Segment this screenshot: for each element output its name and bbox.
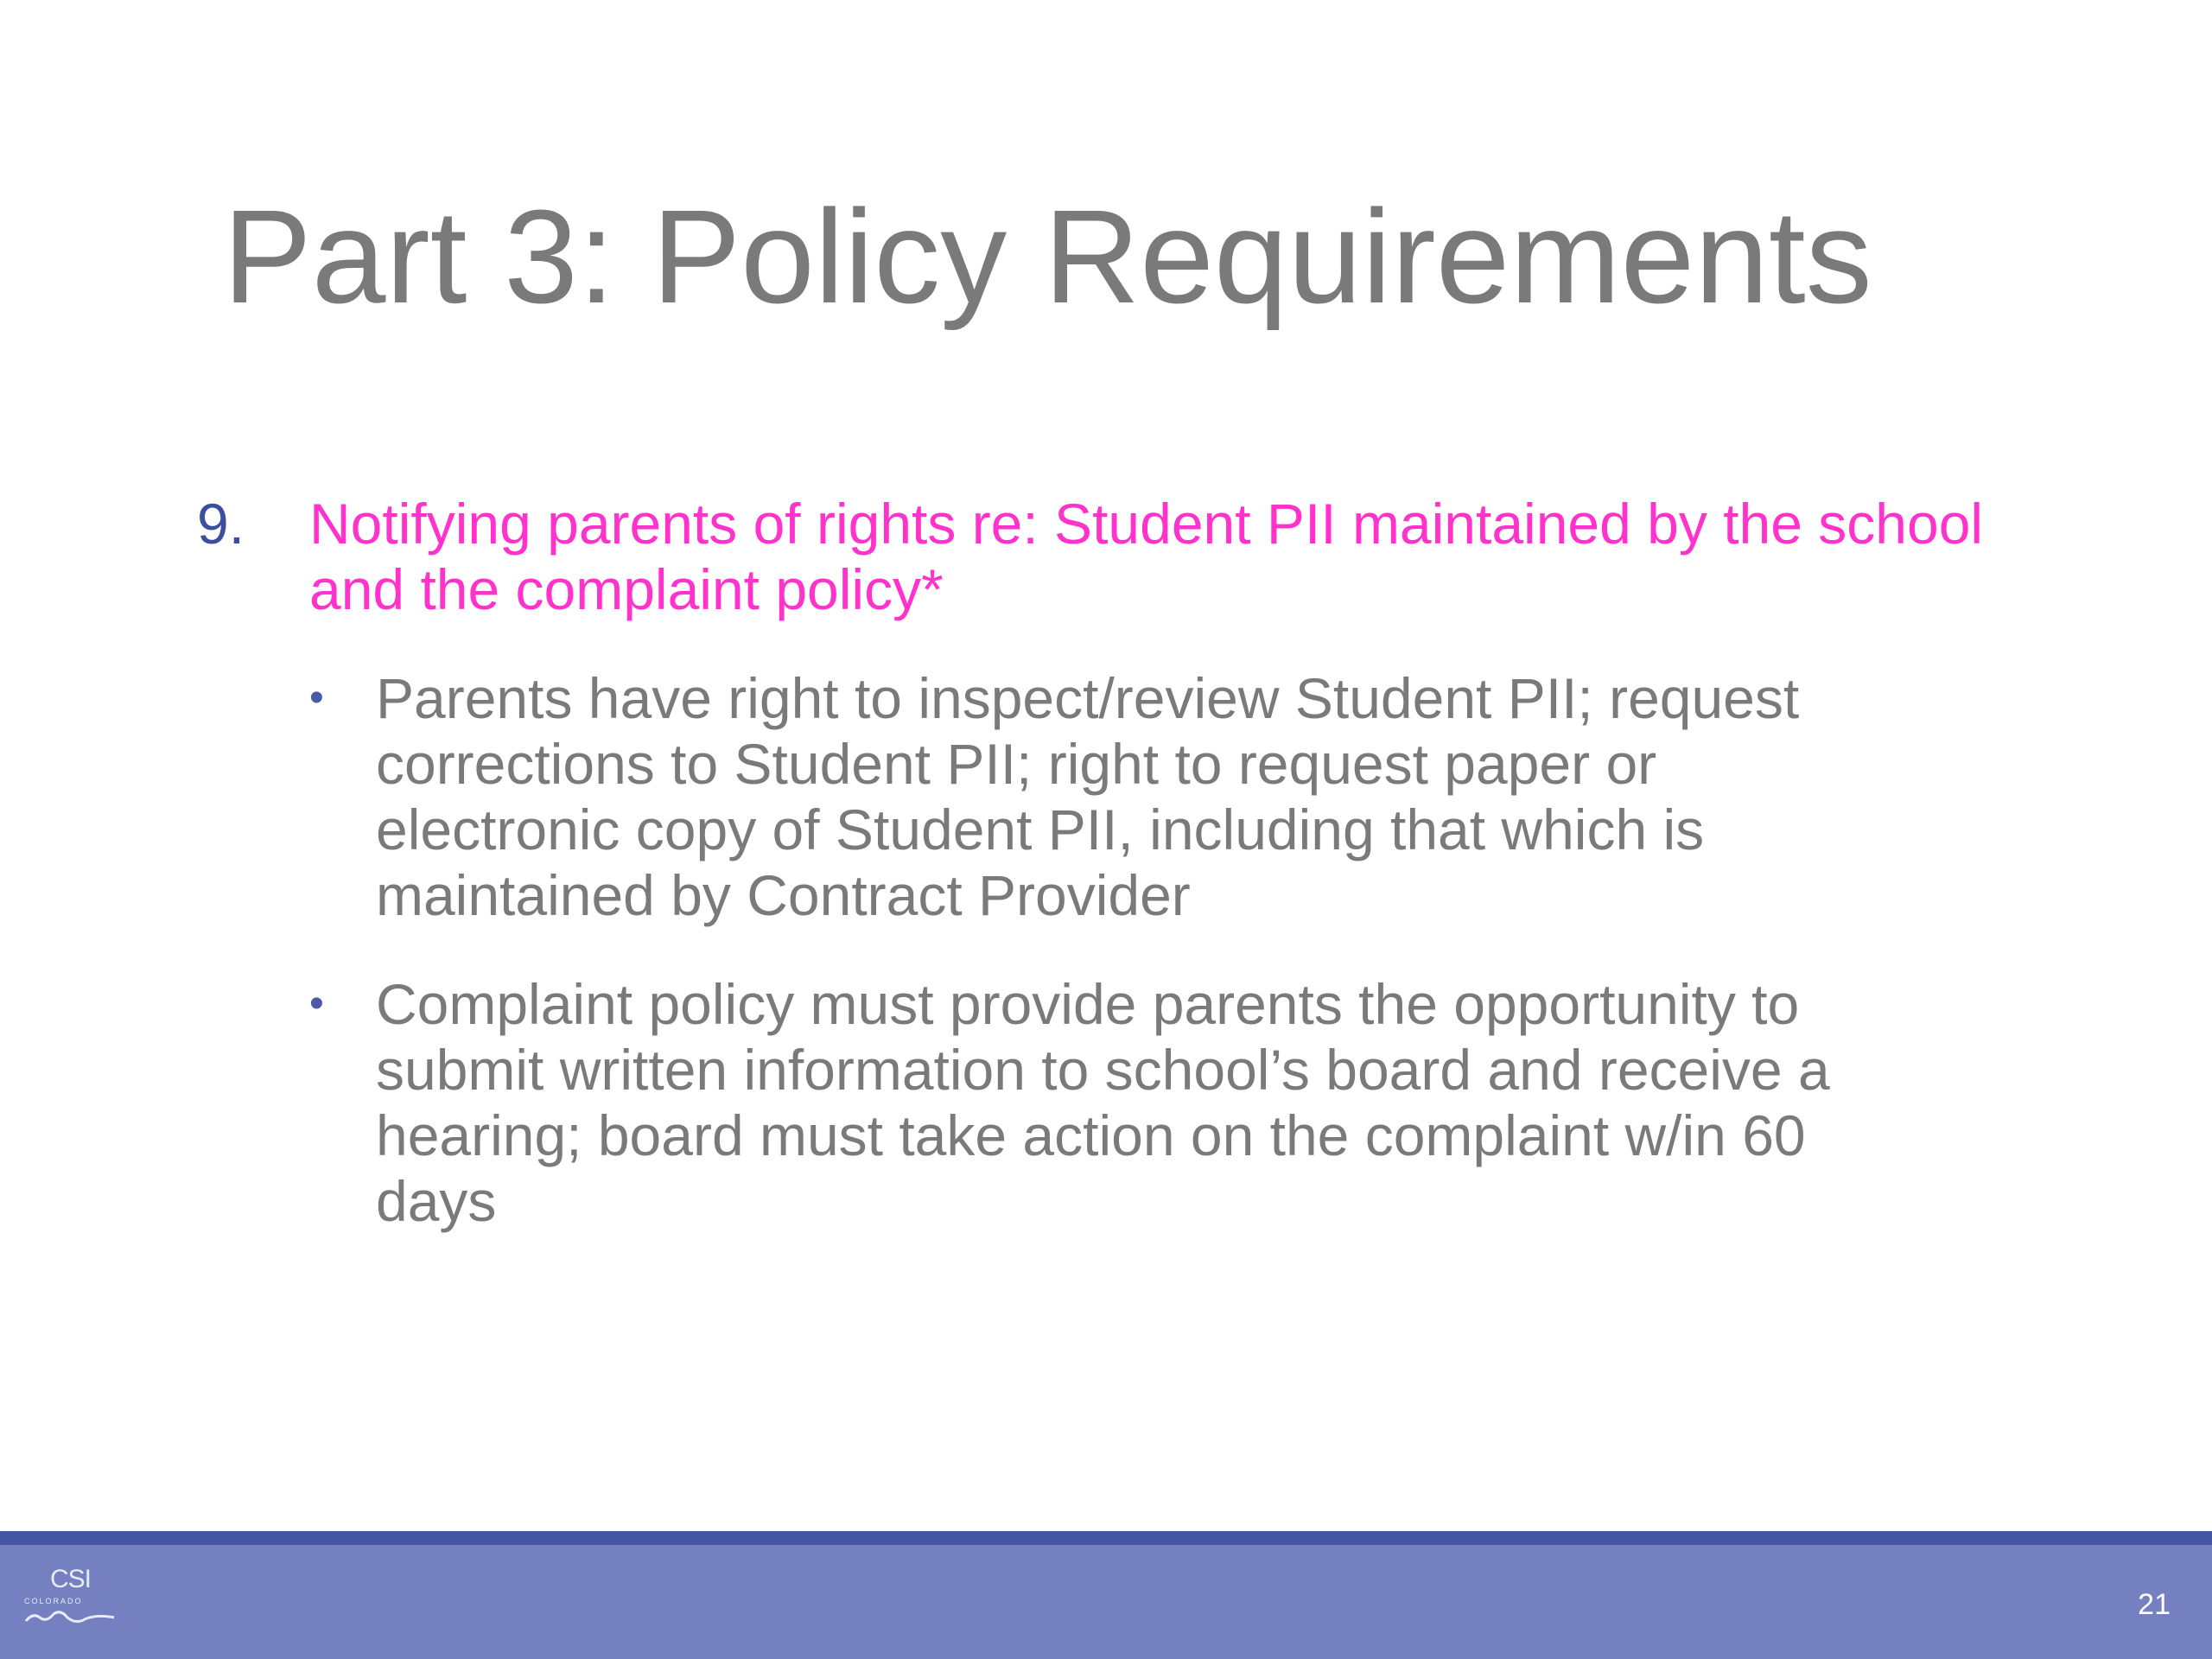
bullet-line: Complaint policy must provide parents the opportunity to xyxy=(376,972,1800,1036)
bullet-line: hearing; board must take action on the complaint w/in 60 xyxy=(376,1103,1806,1167)
csi-logo xyxy=(24,1566,119,1638)
bullet-item xyxy=(309,665,1994,928)
page-number: 21 xyxy=(2138,1588,2171,1621)
bullet-line: electronic copy of Student PII, including that which is xyxy=(376,798,1705,861)
bullet-line: submit written information to school’s board and receive a xyxy=(376,1038,1830,1102)
bullet-line: Parents have right to inspect/review Student PII; request xyxy=(376,666,1800,730)
bullet-list xyxy=(197,665,1994,1234)
item-number: 9. xyxy=(197,492,245,556)
bullet-line: days xyxy=(376,1169,497,1233)
numbered-item xyxy=(197,491,1994,622)
footer-divider xyxy=(0,1531,2212,1545)
bullet-line: maintained by Contract Provider xyxy=(376,863,1191,927)
bullet-item xyxy=(309,971,1994,1234)
logo-subtitle: COLORADO xyxy=(24,1597,83,1605)
bullet-marker: • xyxy=(309,981,324,1027)
slide-title: Part 3: Policy Requirements xyxy=(223,182,1872,331)
mountain-icon xyxy=(24,1605,119,1626)
bullet-marker: • xyxy=(309,675,324,721)
logo-wordmark: CSI xyxy=(50,1565,92,1593)
bullet-line: corrections to Student PII; right to request paper or xyxy=(376,732,1657,796)
slide-content xyxy=(197,491,1994,1277)
item-text: Notifying parents of rights re: Student PII maintained by the school and the complaint policy* xyxy=(309,492,1984,621)
slide-footer xyxy=(0,1545,2212,1659)
